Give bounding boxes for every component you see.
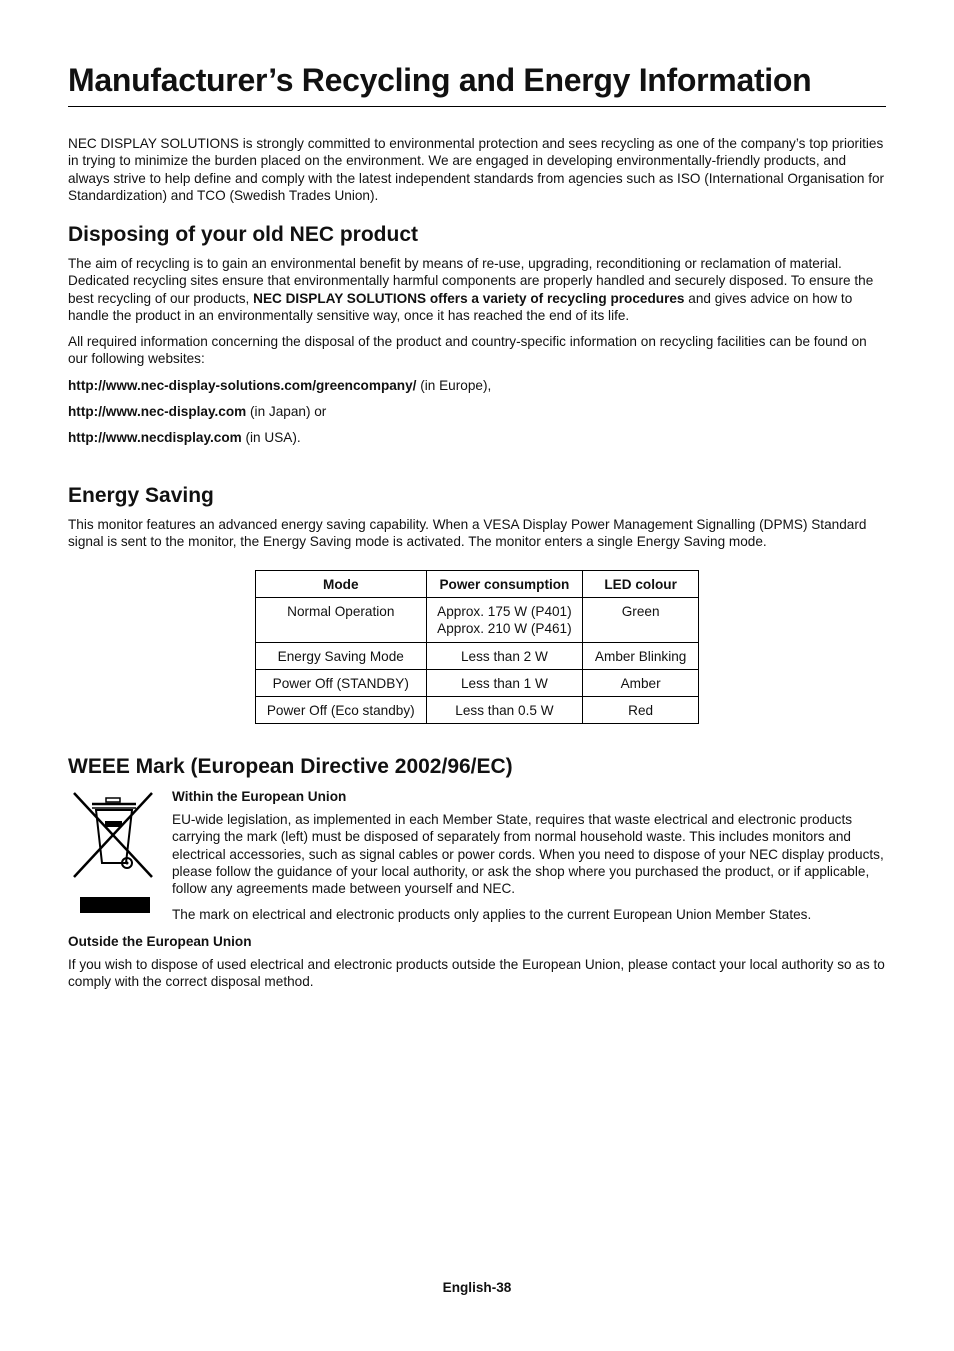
link-line-europe (68, 377, 886, 394)
intro-section (68, 135, 886, 204)
weee-heading-block (68, 755, 886, 779)
weee-heading: WEEE Mark (European Directive 2002/96/EC) (68, 755, 513, 778)
cell-power (426, 598, 583, 643)
link-europe[interactable]: http://www.nec-display-solutions.com/greencompany/ (68, 377, 417, 393)
disposing-paragraph-1 (68, 255, 886, 324)
energy-table (255, 570, 699, 724)
energy-section (68, 484, 886, 551)
weee-within-section (172, 788, 886, 924)
link-japan-suffix: (in Japan) or (246, 404, 327, 420)
energy-heading: Energy Saving (68, 484, 214, 507)
table-row (256, 670, 699, 697)
cell-power: Less than 0.5 W (426, 697, 583, 724)
cell-power-line-2: Approx. 210 W (P461) (437, 621, 572, 636)
outside-eu-paragraph: If you wish to dispose of used electrical and electronic products outside the European Union, please contact your local authority so as to comply with the correct disposal method. (68, 957, 885, 990)
energy-paragraph: This monitor features an advanced energy saving capability. When a VESA Display Power Management Signalling (DPMS) Standard signal is sent to the monitor, the Energy Saving mode is activated. The monitor enters a single Energy Saving mode. (68, 517, 867, 550)
link-japan[interactable]: http://www.nec-display.com (68, 404, 247, 420)
disposing-p1-start: The aim of recycling is to gain an environmental benefit by means of re-use, upgrading, reconditioning or reclamation of material. Dedicated recycling sites ensure that environmentally harmful components are properly handled and securely disposed. To ensure the best recycling of our products, (68, 256, 874, 306)
within-eu-heading: Within the European Union (172, 789, 347, 804)
disposing-paragraph-2: All required information concerning the disposal of the product and country-specific information on recycling facilities can be found on our following websites: (68, 334, 867, 367)
table-header-row (256, 571, 699, 598)
disposing-p1-end: and gives advice on how to handle the product in an environmentally sensitive way, once it has reached the end of its life. (68, 290, 853, 323)
link-line-japan (68, 403, 886, 420)
disposing-p1-bold: NEC DISPLAY SOLUTIONS offers a variety of recycling procedures (253, 290, 685, 306)
table-row (256, 598, 699, 643)
intro-paragraph: NEC DISPLAY SOLUTIONS is strongly committed to environmental protection and sees recycling as one of the company’s top priorities in trying to minimize the burden placed on the environment. We are engaged in developing environmentally-friendly products, and always strive to help define and comply with the latest independent standards from agencies such as ISO (International Organisation for Standardization) and TCO (Swedish Trades Union). (68, 136, 885, 203)
link-europe-suffix: (in Europe), (416, 377, 492, 393)
cell-mode: Energy Saving Mode (256, 643, 427, 670)
header-mode: Mode (256, 571, 427, 598)
outside-eu-heading: Outside the European Union (68, 934, 252, 949)
within-eu-paragraph-1: EU-wide legislation, as implemented in each Member State, requires that waste electrical and electronic products carrying the mark (left) must be disposed of separately from normal household waste. This includes monitors and electrical accessories, such as signal cables or power cords. When you need to dispose of your NEC display products, please follow the guidance of your local authority, or ask the shop where you purchased the product, or if applicable, follow any agreements made between yourself and NEC. (172, 812, 884, 897)
header-power: Power consumption (426, 571, 583, 598)
cell-mode: Normal Operation (256, 598, 427, 643)
header-led: LED colour (583, 571, 699, 598)
page-title: Manufacturer’s Recycling and Energy Information (68, 62, 812, 98)
page-number: English-38 (442, 1280, 512, 1295)
table-row (256, 697, 699, 724)
cell-power-line-1: Approx. 175 W (P401) (437, 604, 572, 619)
crossed-out-wheeled-bin-icon (70, 789, 156, 917)
link-usa[interactable]: http://www.necdisplay.com (68, 430, 242, 446)
within-eu-paragraph-2: The mark on electrical and electronic products only applies to the current European Union Member States. (172, 907, 812, 923)
title-divider (68, 106, 886, 107)
disposing-heading: Disposing of your old NEC product (68, 223, 418, 246)
cell-power: Less than 2 W (426, 643, 583, 670)
cell-led: Amber Blinking (583, 643, 699, 670)
cell-power: Less than 1 W (426, 670, 583, 697)
weee-outside-section (68, 933, 886, 991)
disposing-section (68, 223, 886, 447)
cell-mode: Power Off (STANDBY) (256, 670, 427, 697)
cell-led: Amber (583, 670, 699, 697)
cell-led: Red (583, 697, 699, 724)
link-line-usa (68, 429, 886, 446)
cell-led: Green (583, 598, 699, 643)
table-row (256, 643, 699, 670)
cell-mode: Power Off (Eco standby) (256, 697, 427, 724)
link-usa-suffix: (in USA). (241, 430, 301, 446)
